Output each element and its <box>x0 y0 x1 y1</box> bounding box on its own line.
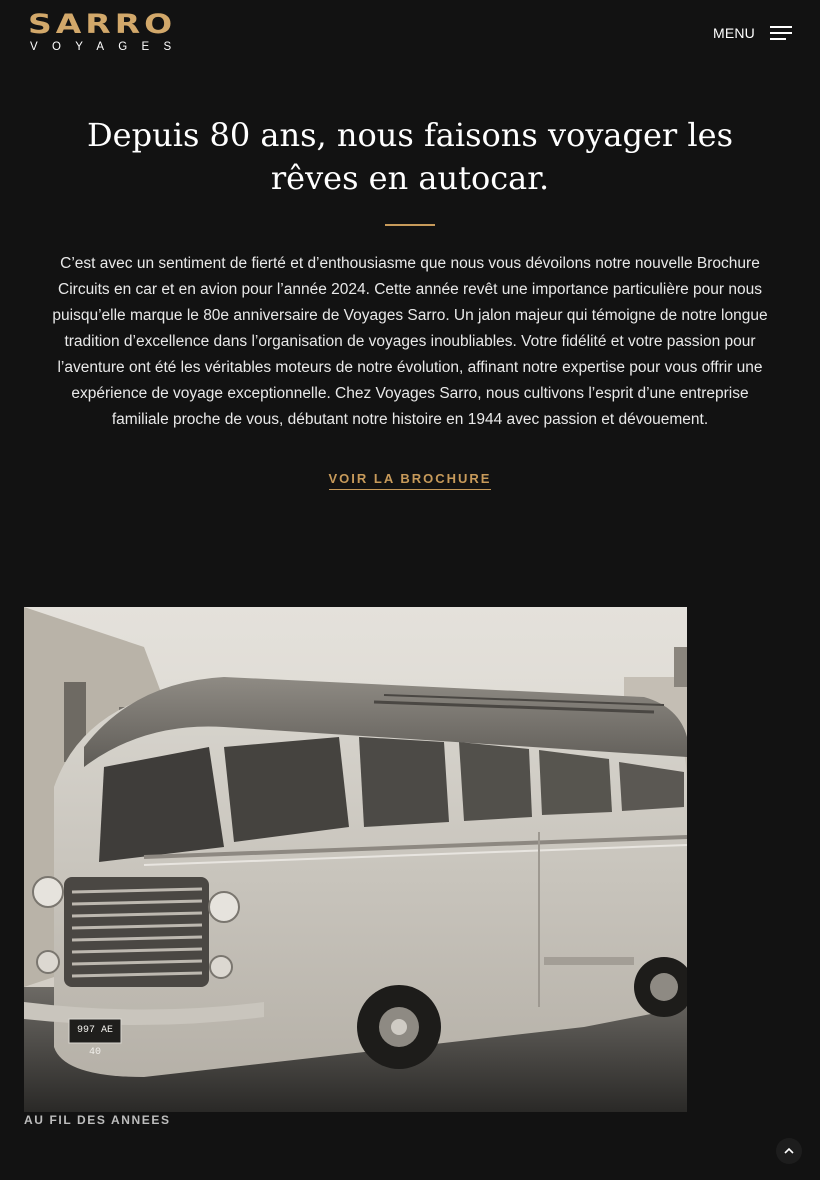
photo-caption: AU FIL DES ANNEES <box>24 1113 171 1127</box>
vintage-bus-photo <box>24 607 687 1112</box>
menu-button[interactable] <box>713 22 792 44</box>
logo-subtitle: VOYAGES <box>30 41 186 53</box>
hero-title: Depuis 80 ans, nous faisons voyager les rêves en autocar. <box>87 116 733 197</box>
sarro-voyages-logo[interactable] <box>28 7 212 54</box>
scroll-to-top-button[interactable] <box>776 1138 802 1164</box>
site-header <box>0 0 820 66</box>
voir-la-brochure-link[interactable] <box>260 471 560 486</box>
title-divider <box>385 224 435 226</box>
logo-wordmark: SARRO <box>28 7 177 40</box>
hero-paragraph: C’est avec un sentiment de fierté et d’enthousiasme que nous vous dévoilons notre nouvelle Brochure Circuits en car et en avion pour l’année 2024. Cette année revêt une importance particulière pour nous puisqu’elle marque le 80e anniversaire de Voyages Sarro. Un jalon majeur qui témoigne de notre longue tradition d’excellence dans l’organisation de voyages inoubliables. Votre fidélité et votre passion pour l’aventure ont été les véritables moteurs de notre évolution, affinant notre expertise pour vous offrir une expérience de voyage exceptionnelle. Chez Voyages Sarro, nous cultivons l’esprit d’une entreprise familiale proche de vous, débutant notre histoire en 1944 avec passion et dévouement. <box>52 255 768 428</box>
hamburger-icon <box>770 26 792 40</box>
brochure-link-label: VOIR LA BROCHURE <box>329 471 492 490</box>
license-plate-text: 997 AE 40 <box>76 1025 113 1058</box>
chevron-up-icon <box>784 1147 794 1155</box>
menu-label: MENU <box>712 25 755 41</box>
